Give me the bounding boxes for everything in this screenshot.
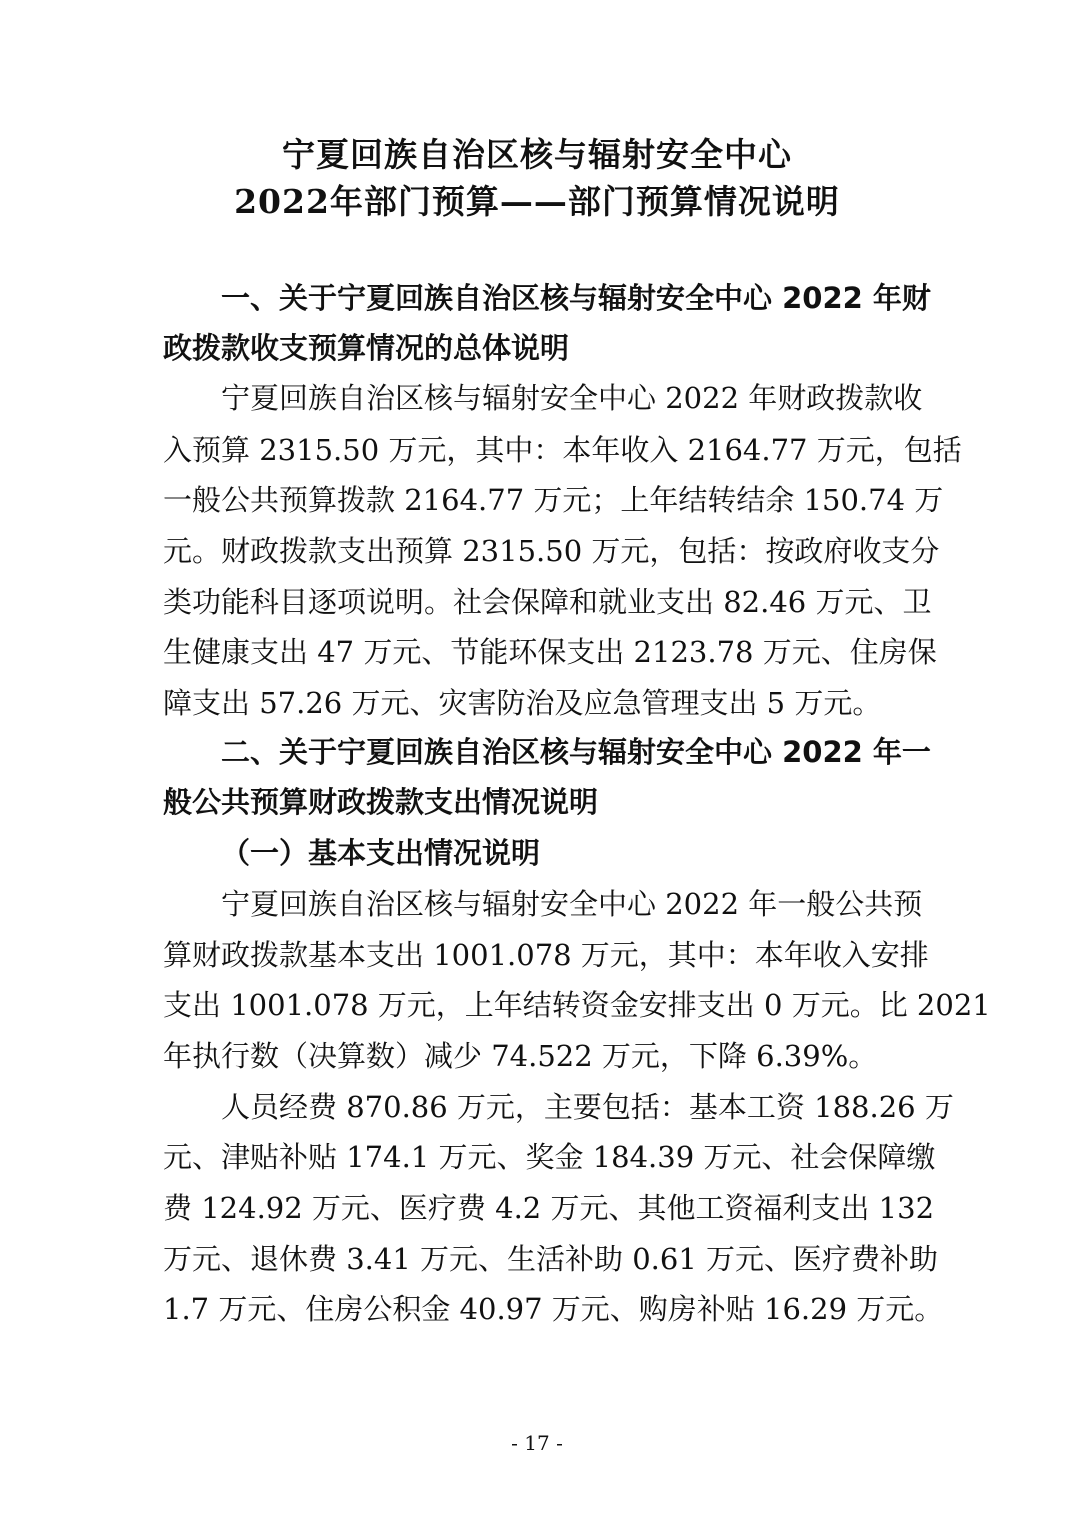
- paragraph-line: 年执行数（决算数）减少 74.522 万元，下降 6.39%。: [163, 1039, 878, 1073]
- paragraph-line: 支出 1001.078 万元，上年结转资金安排支出 0 万元。比 2021: [163, 988, 991, 1022]
- paragraph-line: 宁夏回族自治区核与辐射安全中心 2022 年一般公共预: [221, 887, 923, 921]
- paragraph-line: 宁夏回族自治区核与辐射安全中心 2022 年财政拨款收: [221, 381, 923, 415]
- paragraph-line: 万元、退休费 3.41 万元、生活补助 0.61 万元、医疗费补助: [163, 1242, 939, 1276]
- paragraph-line: 元、津贴补贴 174.1 万元、奖金 184.39 万元、社会保障缴: [163, 1140, 936, 1174]
- section-heading-2: 二、关于宁夏回族自治区核与辐射安全中心 2022 年一: [221, 735, 931, 769]
- document-title-line-2: 2022年部门预算——部门预算情况说明: [234, 182, 840, 221]
- paragraph-line: 类功能科目逐项说明。社会保障和就业支出 82.46 万元、卫: [163, 585, 932, 619]
- paragraph-line: 1.7 万元、住房公积金 40.97 万元、购房补贴 16.29 万元。: [163, 1292, 944, 1326]
- paragraph-line: 人员经费 870.86 万元，主要包括：基本工资 188.26 万: [221, 1090, 954, 1124]
- paragraph-line: 一般公共预算拨款 2164.77 万元；上年结转结余 150.74 万: [163, 483, 944, 517]
- paragraph-line: 障支出 57.26 万元、灾害防治及应急管理支出 5 万元。: [163, 686, 882, 720]
- paragraph-line: 入预算 2315.50 万元，其中：本年收入 2164.77 万元，包括: [163, 433, 962, 467]
- paragraph-line: 元。财政拨款支出预算 2315.50 万元，包括：按政府收支分: [163, 534, 940, 568]
- page-number: - 17 -: [511, 1431, 563, 1455]
- section-heading-1: 一、关于宁夏回族自治区核与辐射安全中心 2022 年财: [221, 281, 931, 315]
- paragraph-line: 生健康支出 47 万元、节能环保支出 2123.78 万元、住房保: [163, 635, 937, 669]
- section-heading-1-cont: 政拨款收支预算情况的总体说明: [163, 331, 570, 365]
- paragraph-line: 费 124.92 万元、医疗费 4.2 万元、其他工资福利支出 132: [163, 1191, 935, 1225]
- document-title-line-1: 宁夏回族自治区核与辐射安全中心: [282, 135, 792, 174]
- section-heading-2-cont: 般公共预算财政拨款支出情况说明: [163, 785, 599, 819]
- paragraph-line: 算财政拨款基本支出 1001.078 万元，其中：本年收入安排: [163, 938, 929, 972]
- subsection-heading: （一）基本支出情况说明: [221, 836, 541, 870]
